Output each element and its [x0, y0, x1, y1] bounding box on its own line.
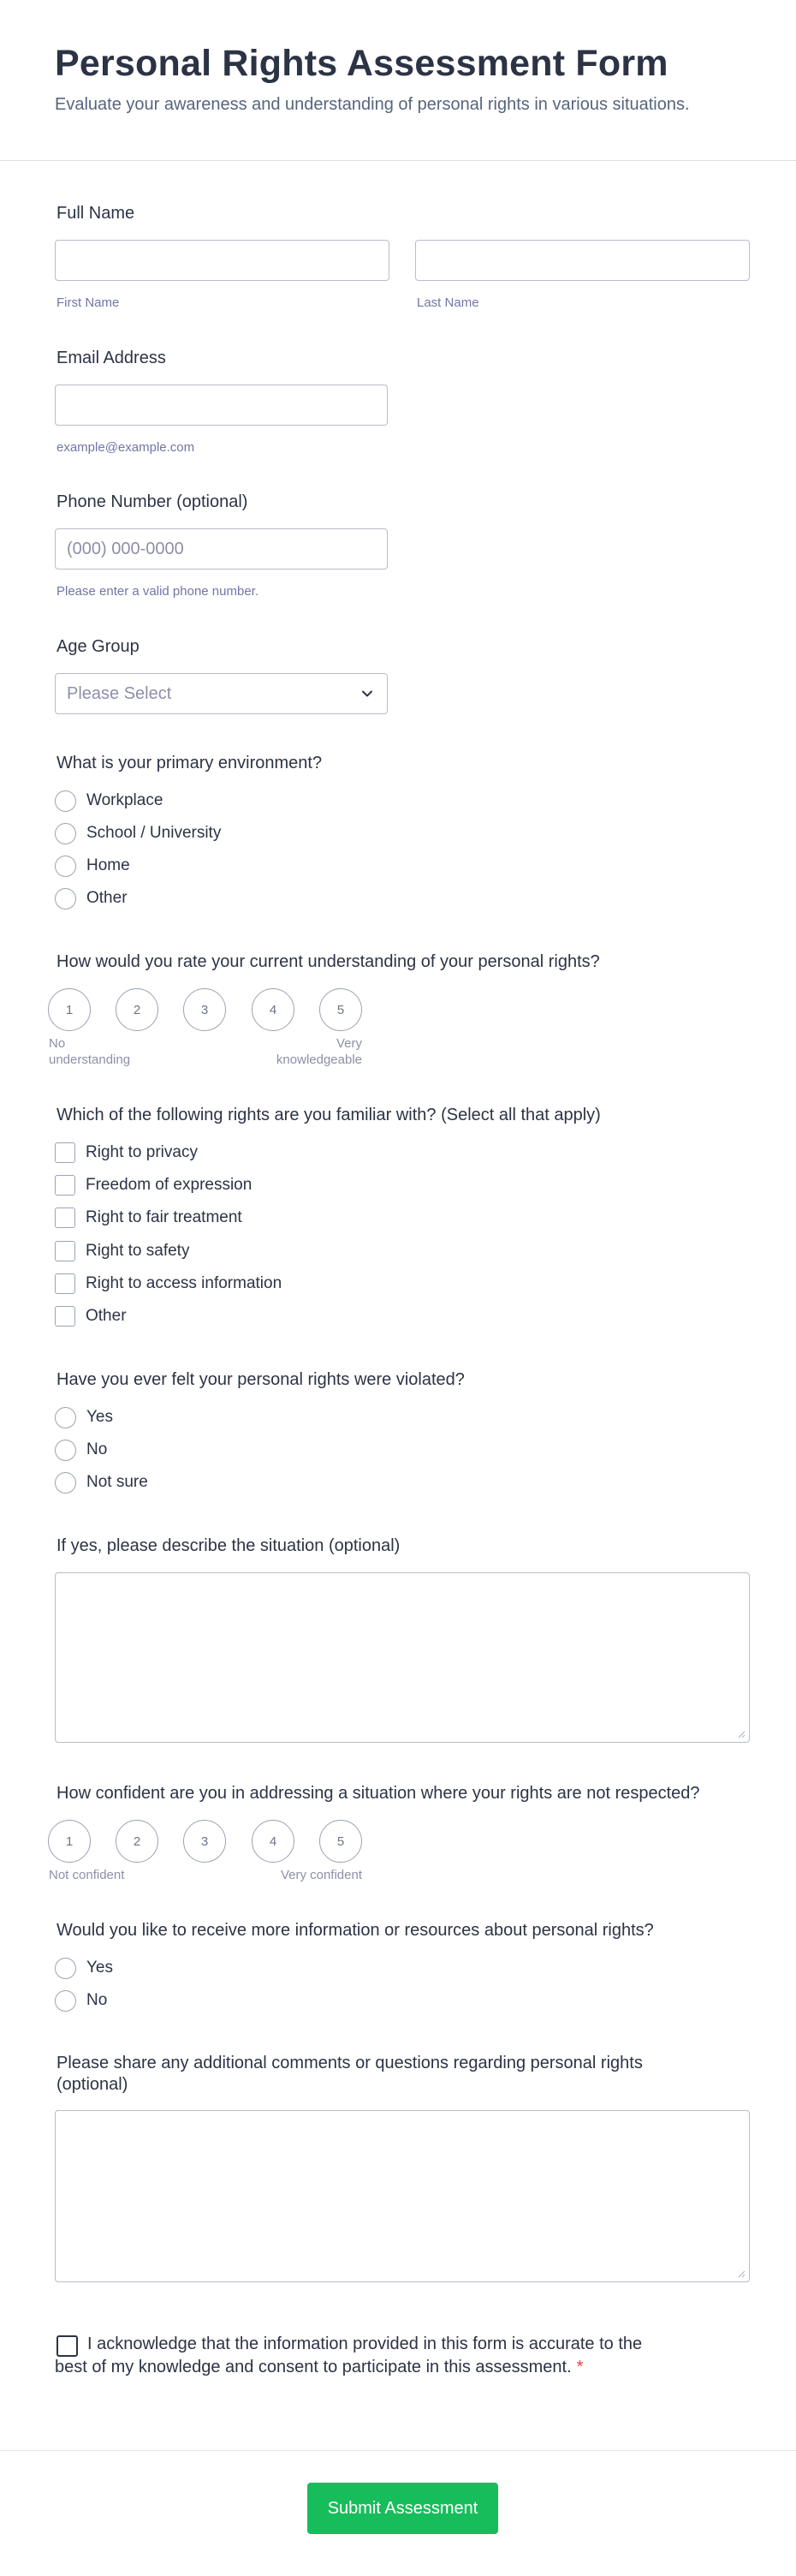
resize-handle-icon[interactable]	[737, 2269, 746, 2278]
option-label: Other	[86, 889, 128, 907]
email-input[interactable]	[55, 385, 388, 426]
understanding-scale-4[interactable]: 4	[252, 988, 294, 1031]
familiar-rights-option[interactable]	[55, 1140, 198, 1166]
option-label: No	[86, 1991, 108, 2009]
familiar-rights-option[interactable]	[55, 1238, 189, 1264]
comments-label-line1: Please share any additional comments or questions regarding personal rights	[56, 2054, 643, 2072]
more-info-option[interactable]	[55, 1955, 113, 1981]
understanding-high-line1: Very	[336, 1036, 362, 1051]
email-label: Email Address	[56, 349, 166, 367]
radio-button[interactable]	[55, 1407, 76, 1428]
resize-handle-icon[interactable]	[737, 1730, 746, 1738]
confidence-low-label: Not confident	[49, 1868, 125, 1882]
checkbox[interactable]	[55, 1241, 75, 1261]
chevron-down-icon	[358, 684, 377, 703]
comments-label	[56, 2053, 643, 2096]
confidence-scale-5[interactable]: 5	[319, 1820, 362, 1863]
option-label: Right to fair treatment	[86, 1208, 242, 1226]
describe-label: If yes, please describe the situation (optional)	[56, 1536, 401, 1555]
confidence-scale-4[interactable]: 4	[252, 1820, 294, 1863]
first-name-input[interactable]	[55, 240, 389, 281]
understanding-label: How would you rate your current understanding of your personal rights?	[56, 952, 600, 971]
understanding-high-label	[252, 1035, 362, 1068]
phone-label: Phone Number (optional)	[56, 492, 248, 511]
confidence-label: How confident are you in addressing a situation where your rights are not respected?	[56, 1784, 700, 1803]
age-group-label: Age Group	[56, 637, 140, 656]
understanding-scale-1[interactable]: 1	[48, 988, 91, 1031]
environment-option[interactable]	[55, 788, 163, 814]
radio-button[interactable]	[55, 856, 76, 877]
confidence-scale-2[interactable]: 2	[116, 1820, 158, 1863]
violated-option[interactable]	[55, 1404, 113, 1430]
understanding-low-label	[49, 1035, 130, 1068]
understanding-low-line2: understanding	[49, 1052, 131, 1067]
describe-textarea[interactable]	[55, 1572, 750, 1743]
age-group-select-value: Please Select	[67, 684, 172, 703]
familiar-rights-option[interactable]	[55, 1205, 242, 1231]
submit-button[interactable]: Submit Assessment	[307, 2483, 498, 2534]
form-header	[0, 0, 796, 161]
radio-button[interactable]	[55, 1472, 76, 1494]
checkbox[interactable]	[55, 1273, 75, 1294]
option-label: Right to access information	[86, 1274, 282, 1292]
radio-button[interactable]	[55, 1440, 76, 1461]
first-name-sublabel: First Name	[56, 295, 120, 310]
option-label: School / University	[86, 824, 222, 842]
checkbox[interactable]	[55, 1208, 75, 1228]
email-sublabel: example@example.com	[56, 440, 195, 455]
radio-button[interactable]	[55, 888, 76, 909]
understanding-scale-3[interactable]: 3	[183, 988, 226, 1031]
understanding-scale-2[interactable]: 2	[116, 988, 158, 1031]
option-label: Home	[86, 856, 130, 874]
checkbox[interactable]	[55, 1142, 75, 1163]
option-label: Right to safety	[86, 1242, 190, 1260]
comments-label-line2: (optional)	[56, 2075, 128, 2094]
familiar-rights-option[interactable]	[55, 1271, 282, 1297]
confidence-scale-3[interactable]: 3	[183, 1820, 226, 1863]
violated-option[interactable]	[55, 1437, 107, 1463]
option-label: Yes	[86, 1959, 113, 1977]
option-label: No	[86, 1440, 108, 1458]
environment-option[interactable]	[55, 853, 130, 879]
option-label: Right to privacy	[86, 1143, 198, 1161]
confidence-scale-1[interactable]: 1	[48, 1820, 91, 1863]
page-title: Personal Rights Assessment Form	[55, 43, 668, 84]
more-info-option[interactable]	[55, 1988, 107, 2013]
violated-label: Have you ever felt your personal rights were violated?	[56, 1370, 465, 1389]
comments-textarea[interactable]	[55, 2110, 750, 2282]
checkbox[interactable]	[55, 1306, 75, 1327]
radio-button[interactable]	[55, 823, 76, 844]
radio-button[interactable]	[55, 1958, 76, 1979]
checkbox[interactable]	[55, 1175, 75, 1196]
environment-option[interactable]	[55, 886, 128, 911]
age-group-select[interactable]	[55, 673, 388, 714]
required-marker: *	[576, 2358, 584, 2376]
page-subtitle: Evaluate your awareness and understanding of personal rights in various situations.	[55, 95, 690, 114]
familiar-rights-option[interactable]	[55, 1303, 127, 1329]
familiar-rights-label: Which of the following rights are you familiar with? (Select all that apply)	[56, 1106, 601, 1124]
acknowledge-text	[55, 2333, 671, 2379]
option-label: Workplace	[86, 791, 163, 809]
understanding-scale-5[interactable]: 5	[319, 988, 362, 1031]
familiar-rights-option[interactable]	[55, 1172, 252, 1198]
option-label: Freedom of expression	[86, 1176, 252, 1194]
violated-option[interactable]	[55, 1470, 148, 1495]
footer-divider	[0, 2450, 796, 2451]
radio-button[interactable]	[55, 790, 76, 812]
environment-option[interactable]	[55, 820, 221, 846]
understanding-low-line1: No	[49, 1036, 66, 1051]
last-name-sublabel: Last Name	[417, 295, 479, 310]
option-label: Other	[86, 1307, 127, 1325]
phone-sublabel: Please enter a valid phone number.	[56, 584, 258, 599]
understanding-high-line2: knowledgeable	[276, 1052, 362, 1067]
radio-button[interactable]	[55, 1990, 76, 2012]
more-info-label: Would you like to receive more information or resources about personal rights?	[56, 1921, 654, 1940]
phone-input[interactable]	[55, 528, 388, 569]
full-name-label: Full Name	[56, 204, 135, 223]
acknowledge-label: I acknowledge that the information provided in this form is accurate to the best of my knowledge and consent to participate in this assessment.	[55, 2334, 643, 2376]
option-label: Not sure	[86, 1473, 148, 1491]
confidence-high-label: Very confident	[280, 1868, 362, 1882]
option-label: Yes	[86, 1408, 113, 1426]
last-name-input[interactable]	[415, 240, 750, 281]
environment-label: What is your primary environment?	[56, 754, 323, 772]
